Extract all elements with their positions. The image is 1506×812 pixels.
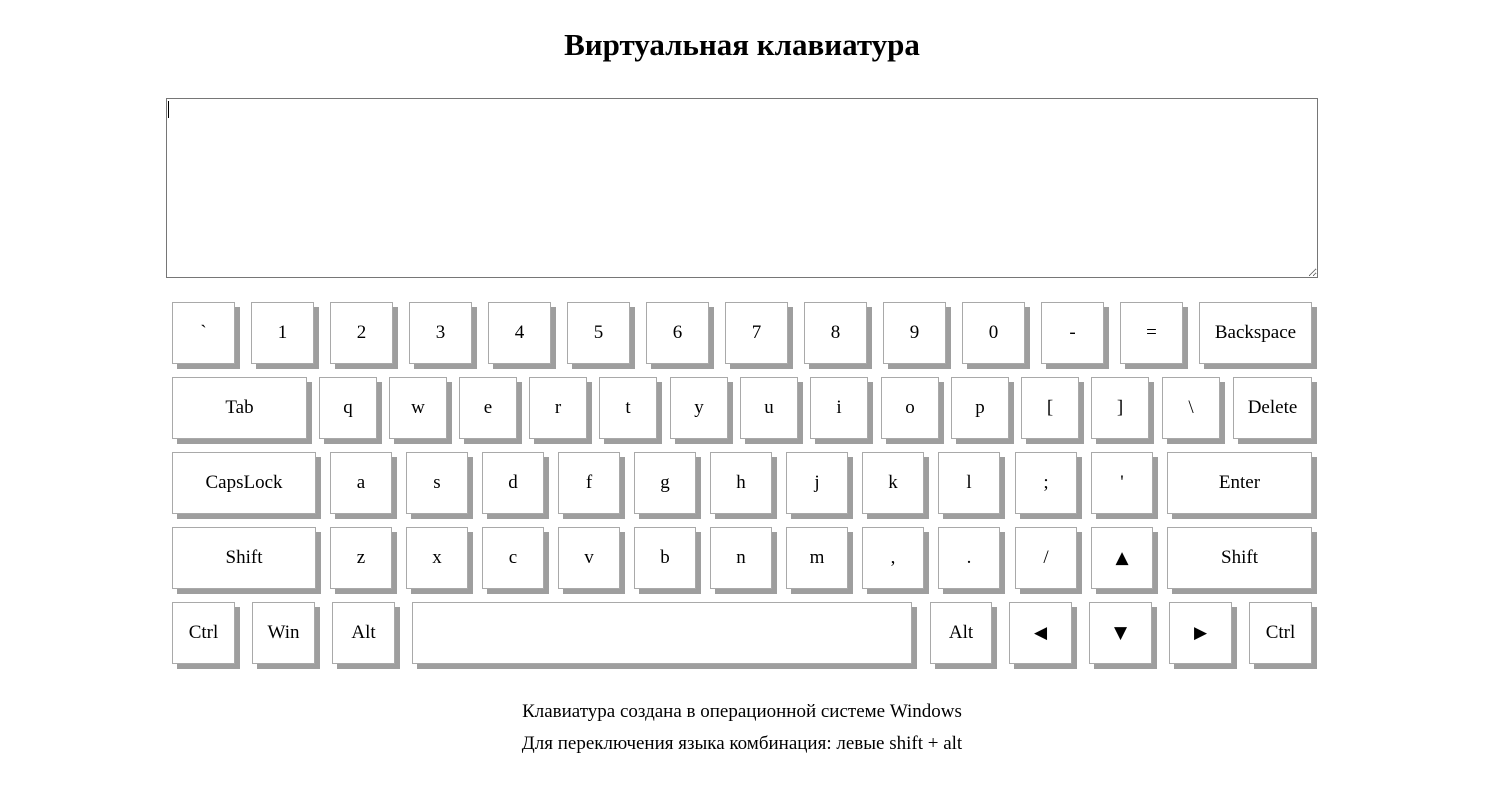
key-6[interactable]: 6 — [646, 302, 709, 364]
key-alt-right[interactable]: Alt — [930, 602, 992, 664]
key-2[interactable]: 2 — [330, 302, 393, 364]
footer-os-note: Клавиатура создана в операционной системе Windows — [522, 701, 962, 722]
key-d[interactable]: d — [482, 452, 544, 514]
key-g[interactable]: g — [634, 452, 696, 514]
key-4[interactable]: 4 — [488, 302, 551, 364]
key-semicolon[interactable]: ; — [1015, 452, 1077, 514]
key-ctrl-right[interactable]: Ctrl — [1249, 602, 1312, 664]
key-alt-left[interactable]: Alt — [332, 602, 395, 664]
key-c[interactable]: c — [482, 527, 544, 589]
key-0[interactable]: 0 — [962, 302, 1025, 364]
key-9[interactable]: 9 — [883, 302, 946, 364]
key-r[interactable]: r — [529, 377, 587, 439]
key-k[interactable]: k — [862, 452, 924, 514]
key-y[interactable]: y — [670, 377, 728, 439]
key-quote[interactable]: ' — [1091, 452, 1153, 514]
key-slash[interactable]: / — [1015, 527, 1077, 589]
key-n[interactable]: n — [710, 527, 772, 589]
key-comma[interactable]: , — [862, 527, 924, 589]
key-1[interactable]: 1 — [251, 302, 314, 364]
key-j[interactable]: j — [786, 452, 848, 514]
key-7[interactable]: 7 — [725, 302, 788, 364]
key-delete[interactable]: Delete — [1233, 377, 1312, 439]
key-3[interactable]: 3 — [409, 302, 472, 364]
key-arrow-right[interactable]: ▶ — [1169, 602, 1232, 664]
page-title: Виртуальная клавиатура — [564, 27, 920, 62]
key-backslash[interactable]: \ — [1162, 377, 1220, 439]
key-u[interactable]: u — [740, 377, 798, 439]
key-win[interactable]: Win — [252, 602, 315, 664]
key-i[interactable]: i — [810, 377, 868, 439]
key-backspace[interactable]: Backspace — [1199, 302, 1312, 364]
key-a[interactable]: a — [330, 452, 392, 514]
key-minus[interactable]: - — [1041, 302, 1104, 364]
key-backtick[interactable]: ` — [172, 302, 235, 364]
key-h[interactable]: h — [710, 452, 772, 514]
key-enter[interactable]: Enter — [1167, 452, 1312, 514]
key-f[interactable]: f — [558, 452, 620, 514]
key-equals[interactable]: = — [1120, 302, 1183, 364]
key-e[interactable]: e — [459, 377, 517, 439]
footer — [0, 696, 1484, 760]
key-o[interactable]: o — [881, 377, 939, 439]
key-w[interactable]: w — [389, 377, 447, 439]
key-ctrl-left[interactable]: Ctrl — [172, 602, 235, 664]
key-8[interactable]: 8 — [804, 302, 867, 364]
key-m[interactable]: m — [786, 527, 848, 589]
key-p[interactable]: p — [951, 377, 1009, 439]
key-b[interactable]: b — [634, 527, 696, 589]
key-q[interactable]: q — [319, 377, 377, 439]
key-capslock[interactable]: CapsLock — [172, 452, 316, 514]
key-bracket-right[interactable]: ] — [1091, 377, 1149, 439]
footer-language-hint: Для переключения языка комбинация: левые shift + alt — [521, 733, 963, 754]
key-z[interactable]: z — [330, 527, 392, 589]
key-shift-left[interactable]: Shift — [172, 527, 316, 589]
key-arrow-left[interactable]: ◀ — [1009, 602, 1072, 664]
key-space[interactable] — [412, 602, 912, 664]
key-v[interactable]: v — [558, 527, 620, 589]
key-t[interactable]: t — [599, 377, 657, 439]
key-arrow-up[interactable]: ▲ — [1091, 527, 1153, 589]
key-period[interactable]: . — [938, 527, 1000, 589]
key-x[interactable]: x — [406, 527, 468, 589]
key-shift-right[interactable]: Shift — [1167, 527, 1312, 589]
key-bracket-left[interactable]: [ — [1021, 377, 1079, 439]
key-5[interactable]: 5 — [567, 302, 630, 364]
key-l[interactable]: l — [938, 452, 1000, 514]
key-s[interactable]: s — [406, 452, 468, 514]
key-arrow-down[interactable]: ▼ — [1089, 602, 1152, 664]
key-tab[interactable]: Tab — [172, 377, 307, 439]
